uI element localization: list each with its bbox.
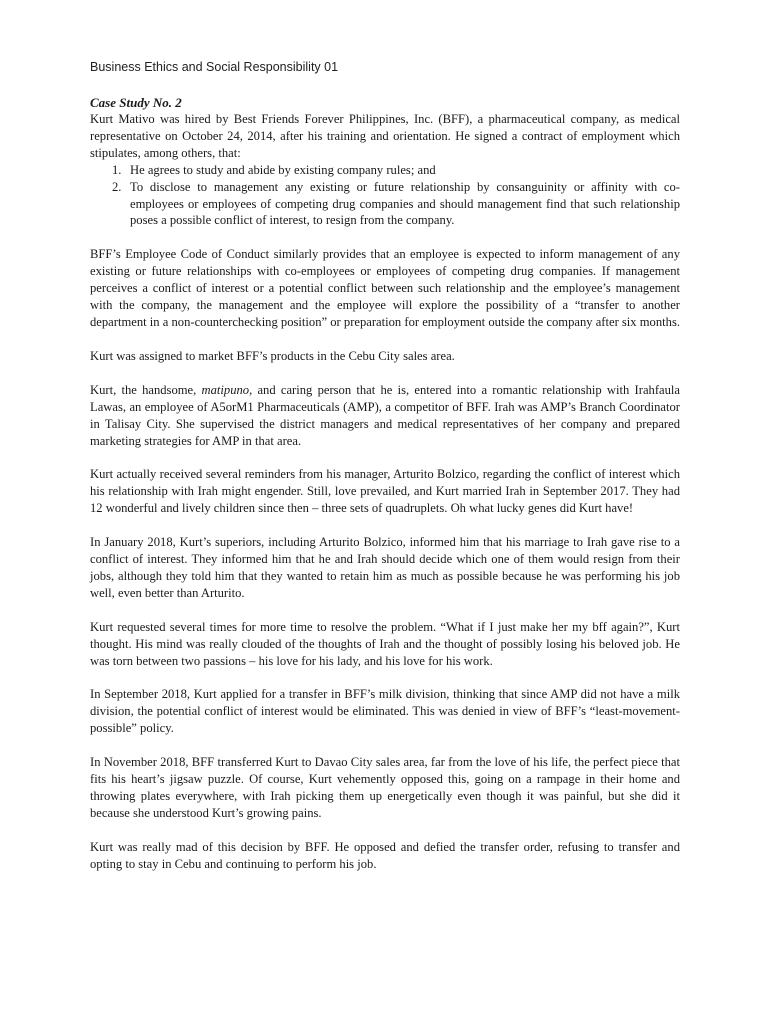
- paragraph-davao-transfer: In November 2018, BFF transferred Kurt to Davao City sales area, far from the love of his life, the perfect piece that fits his heart’s jigsaw puzzle. Of course, Kurt vehemently opposed this, going on a rampage in their home and throwing plates everywhere, with Irah picking them up energetically even though it was painful, but she did it because she understood Kurt’s growing pains.: [90, 755, 680, 820]
- intro-paragraph: Kurt Mativo was hired by Best Friends Forever Philippines, Inc. (BFF), a pharmaceutical company, as medical representative on October 24, 2014, after his training and orientation. He signed a contract of employment which stipulates, among others, that:: [90, 112, 680, 160]
- italic-term: matipuno: [201, 382, 250, 397]
- list-item-text: To disclose to management any existing or future relationship by consanguinity or affinity with co-employees or employees of competing drug companies and should management find that such relationship poses a possible conflict of interest, to resign from the company.: [130, 179, 680, 228]
- case-study-title: Case Study No. 2: [90, 95, 182, 110]
- list-item-number: 1.: [112, 162, 122, 177]
- list-item: [90, 179, 680, 230]
- paragraph-cebu-assignment: Kurt was assigned to market BFF’s products in the Cebu City sales area.: [90, 348, 455, 363]
- course-header: Business Ethics and Social Responsibility 01: [90, 60, 339, 74]
- paragraph-romantic-relationship: Kurt, the handsome, matipuno, and caring person that he is, entered into a romantic relationship with Irahfaula Lawas, an employee of A5orM1 Pharmaceuticals (AMP), a competitor of BFF. Irah was AMP’s Branch Coordinator in Talisay City. She supervised the district managers and medical representatives of her company and prepared marketing strategies for AMP in that area.: [90, 382, 680, 448]
- paragraph-defied-transfer: Kurt was really mad of this decision by BFF. He opposed and defied the transfer order, refusing to transfer and opting to stay in Cebu and continuing to perform his job.: [90, 839, 680, 871]
- paragraph-conflict-notice: In January 2018, Kurt’s superiors, including Arturito Bolzico, informed him that his marriage to Irah gave rise to a conflict of interest. They informed him that he and Irah should decide which one of them would resign from their jobs, although they told him that they wanted to retain him as much as possible because he was performing his job well, even better than Arturito.: [90, 535, 680, 600]
- case-study-body: [90, 94, 680, 873]
- paragraph-code-of-conduct: BFF’s Employee Code of Conduct similarly provides that an employee is expected to inform management of any existing or future relationships with co-employees or employees of competing drug companies. If management perceives a conflict of interest or a potential conflict between such relationship and the employee’s management with the company, the management and the employee will explore the possibility of a “transfer to another department in a non-counterchecking position” or preparation for employment outside the company after six months.: [90, 247, 680, 329]
- paragraph-reminders-marriage: Kurt actually received several reminders from his manager, Arturito Bolzico, regarding the conflict of interest which his relationship with Irah might engender. Still, love prevailed, and Kurt married Irah in September 2017. They had 12 wonderful and lively children since then – three sets of quadruplets. Oh what lucky genes did Kurt have!: [90, 467, 680, 516]
- list-item-number: 2.: [112, 179, 122, 194]
- list-item: [90, 162, 680, 179]
- paragraph-milk-division-transfer: In September 2018, Kurt applied for a transfer in BFF’s milk division, thinking that since AMP did not have a milk division, the potential conflict of interest would be eliminated. This was denied in view of BFF’s “least-movement-possible” policy.: [90, 687, 680, 736]
- paragraph-more-time-request: Kurt requested several times for more time to resolve the problem. “What if I just make her my bff again?”, Kurt thought. His mind was really clouded of the thoughts of Irah and the thought of possibly losing his beloved job. He was torn between two passions – his love for his lady, and his love for his work.: [90, 619, 680, 668]
- contract-stipulations-list: [90, 162, 680, 230]
- list-item-text: He agrees to study and abide by existing company rules; and: [130, 162, 436, 177]
